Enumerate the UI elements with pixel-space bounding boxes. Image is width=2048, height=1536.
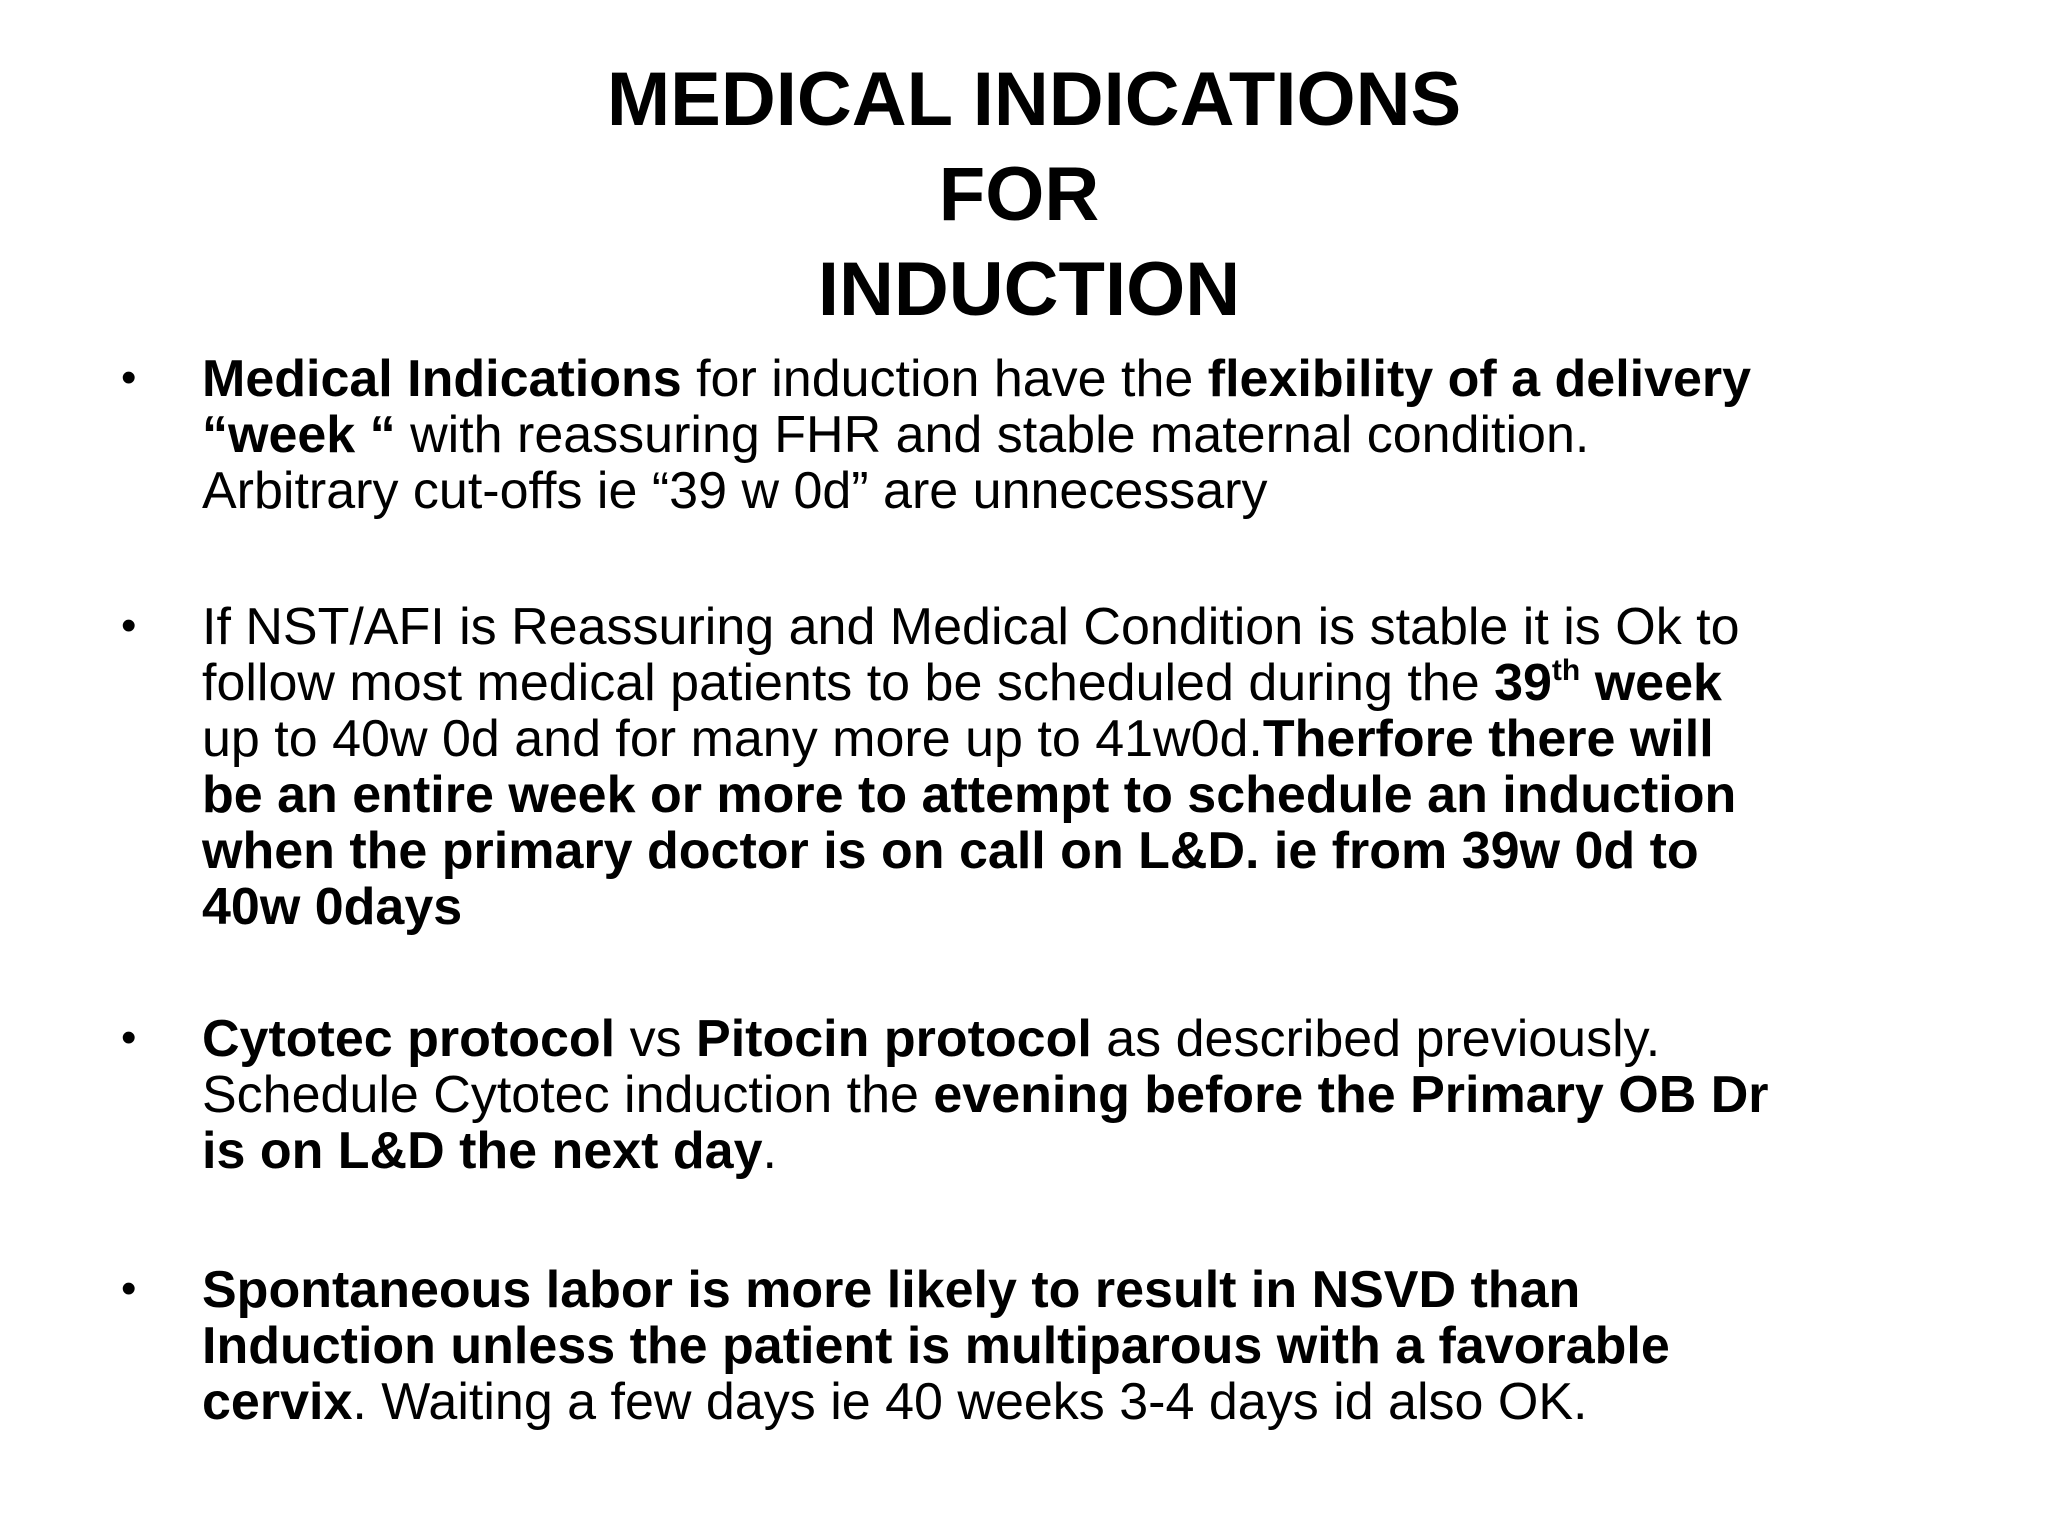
bullet-line (202, 1011, 1962, 1067)
bullet-line (202, 711, 1962, 767)
title-line: MEDICAL INDICATIONS (606, 57, 1462, 142)
title-line: FOR (938, 152, 1100, 237)
bullet-dot: • (121, 1264, 137, 1313)
bullet-line (202, 655, 1962, 711)
bullet-line (202, 599, 1962, 655)
text-run: follow most medical patients to be scheduled during the (202, 654, 1495, 712)
bullet-line (202, 1067, 1962, 1123)
bullet-dot: • (121, 601, 137, 650)
bold-text-run: Medical Indications (202, 350, 682, 408)
bullet-text (202, 599, 1962, 935)
bold-text-run: 40w 0days (202, 878, 463, 936)
bold-text-run: evening before the Primary OB Dr (933, 1066, 1769, 1124)
text-run: vs (615, 1010, 697, 1068)
bold-text-run: “week “ (202, 406, 396, 464)
text-run: up to 40w 0d and for many more up to 41w0d. (202, 710, 1263, 768)
bullet-line (202, 879, 1962, 935)
title-line: INDUCTION (817, 247, 1241, 332)
text-run: . (762, 1122, 777, 1180)
bullet-text (202, 351, 1962, 519)
bold-text-run: cervix (202, 1373, 353, 1431)
bullet-line (202, 767, 1962, 823)
bullet-text (202, 1011, 1962, 1179)
bullet-dot: • (121, 1013, 137, 1062)
bullet-line (202, 1318, 1962, 1374)
text-run: Schedule Cytotec induction the (202, 1066, 934, 1124)
bold-text-run: flexibility of a delivery (1207, 350, 1752, 408)
bold-text-run: Spontaneous labor is more likely to result in NSVD than (202, 1261, 1581, 1319)
text-run: If NST/AFI is Reassuring and Medical Condition is stable it is Ok to (202, 598, 1740, 656)
bold-text-run: when the primary doctor is on call on L&D. ie from 39w 0d to (202, 822, 1699, 880)
bullet-line (202, 823, 1962, 879)
text-run: . Waiting a few days ie 40 weeks 3-4 days id also OK. (352, 1373, 1588, 1431)
bold-text-run: Therfore there will (1262, 710, 1714, 768)
bold-text-run: Cytotec protocol (202, 1010, 616, 1068)
bullet-line (202, 1262, 1962, 1318)
text-run: for induction have the (681, 350, 1208, 408)
bullet-line (202, 1374, 1962, 1430)
bullet-line (202, 1123, 1962, 1179)
bold-text-run: 39 (1494, 654, 1552, 712)
bullet-line (202, 351, 1962, 407)
bold-text-run: is on L&D the next day (202, 1122, 763, 1180)
bold-text-run: Induction unless the patient is multiparous with a favorable (202, 1317, 1670, 1375)
bold-text-run: Pitocin protocol (696, 1010, 1092, 1068)
bold-text-run: th (1551, 654, 1581, 687)
bullet-text (202, 1262, 1962, 1430)
text-run: as described previously. (1091, 1010, 1661, 1068)
text-run: with reassuring FHR and stable maternal condition. (395, 406, 1590, 464)
text-run: Arbitrary cut-offs ie “39 w 0d” are unnecessary (202, 462, 1268, 520)
bullet-line (202, 463, 1962, 519)
bullet-dot: • (121, 353, 137, 402)
bold-text-run: week (1580, 654, 1722, 712)
bold-text-run: be an entire week or more to attempt to schedule an induction (202, 766, 1737, 824)
bullet-line (202, 407, 1962, 463)
